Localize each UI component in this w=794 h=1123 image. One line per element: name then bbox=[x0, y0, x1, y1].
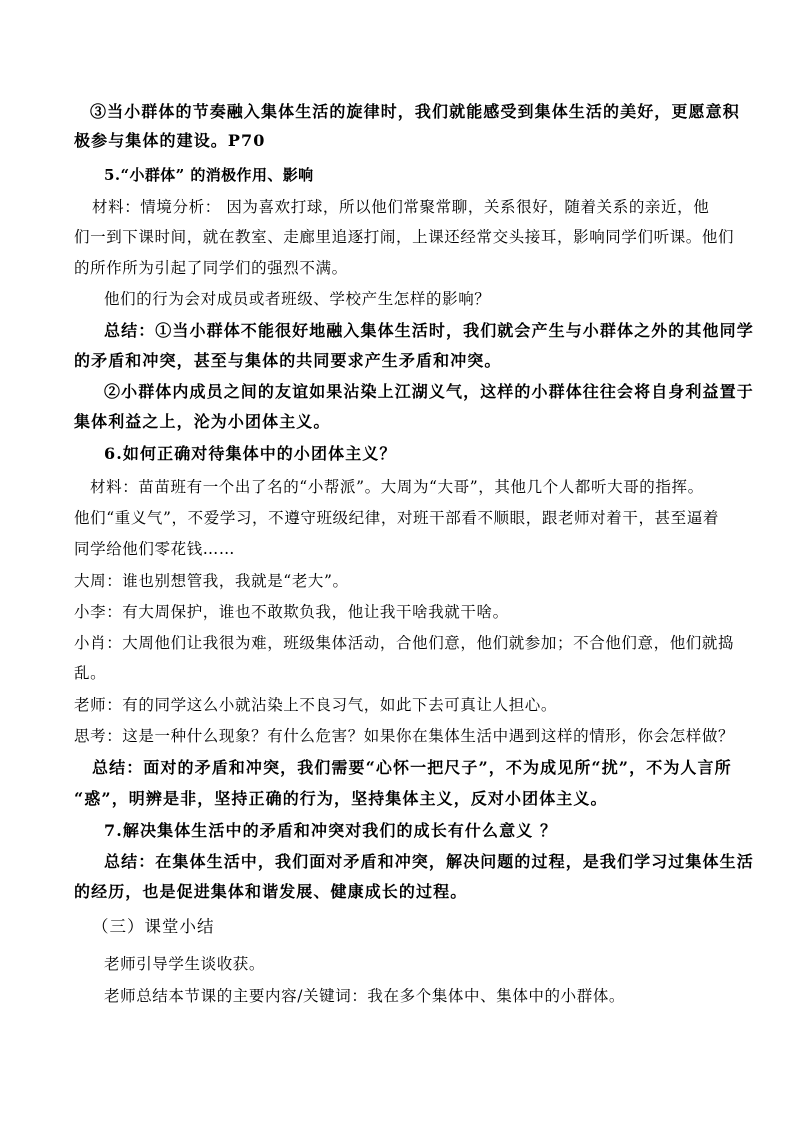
dialogue-line: 小李：有大周保护，谁也不敢欺负我，他让我干啥我就干啥。 bbox=[74, 603, 509, 621]
text-line: 们一到下课时间，就在教室、走廊里追逐打闹，上课还经常交头接耳，影响同学们听课。他们 bbox=[74, 228, 734, 246]
text-line: 材料：苗苗班有一个出了名的“小帮派”。大周为“大哥”，其他几个人都听大哥的指挥。 bbox=[90, 478, 704, 496]
text-line: 材料：情境分析： 因为喜欢打球，所以他们常聚常聊，关系很好，随着关系的亲近，他 bbox=[92, 198, 710, 216]
text-line: ③当小群体的节奏融入集体生活的旋律时，我们就能感受到集体生活的美好，更愿意积 bbox=[90, 102, 740, 121]
text-line: 总结：面对的矛盾和冲突，我们需要“心怀一把尺子”，不为成见所“扰”，不为人言所 bbox=[92, 758, 732, 777]
section-title: （三）课堂小结 bbox=[92, 917, 215, 936]
text-line: 的所作所为引起了同学们的强烈不满。 bbox=[74, 259, 348, 277]
text-line: 集体利益之上，沦为小团体主义。 bbox=[74, 412, 331, 431]
text-line: 思考：这是一种什么现象？有什么危害？如果你在集体生活中遇到这样的情形，你会怎样做？ bbox=[74, 727, 734, 745]
dialogue-line: 老师：有的同学这么小就沾染上不良习气，如此下去可真让人担心。 bbox=[74, 696, 558, 714]
dialogue-line: 大周：谁也别想管我，我就是“老大”。 bbox=[74, 572, 349, 590]
text-line: 的经历，也是促进集体和谐发展、健康成长的过程。 bbox=[74, 882, 468, 901]
section-heading: 5.“小群体” 的消极作用、影响 bbox=[104, 166, 314, 184]
text-line: ②小群体内成员之间的友谊如果沾染上江湖义气，这样的小群体往往会将自身利益置于 bbox=[104, 382, 754, 401]
dialogue-line: 乱。 bbox=[74, 664, 107, 682]
text-line: 同学给他们零花钱…… bbox=[74, 540, 236, 558]
text-line: “惑”，明辨是非，坚持正确的行为，坚持集体主义，反对小团体主义。 bbox=[74, 789, 608, 808]
text-line: 总结：在集体生活中，我们面对矛盾和冲突，解决问题的过程，是我们学习过集体生活 bbox=[104, 852, 754, 871]
section-heading: 6.如何正确对待集体中的小团体主义？ bbox=[104, 444, 397, 463]
text-line: 老师引导学生谈收获。 bbox=[104, 955, 266, 973]
section-heading: 7.解决集体生活中的矛盾和冲突对我们的成长有什么意义 ？ bbox=[104, 821, 558, 840]
text-line: 的矛盾和冲突，甚至与集体的共同要求产生矛盾和冲突。 bbox=[74, 351, 502, 370]
text-line: 他们的行为会对成员或者班级、学校产生怎样的影响？ bbox=[104, 290, 491, 308]
text-line: 老师总结本节课的主要内容/关键词：我在多个集体中、集体中的小群体。 bbox=[104, 987, 626, 1005]
text-line: 总结：①当小群体不能很好地融入集体生活时，我们就会产生与小群体之外的其他同学 bbox=[104, 321, 754, 340]
text-line: 极参与集体的建设。P70 bbox=[74, 131, 266, 150]
dialogue-line: 小肖：大周他们让我很为难，班级集体活动，合他们意，他们就参加；不合他们意，他们就捣 bbox=[74, 634, 734, 652]
text-line: 他们“重义气”，不爱学习，不遵守班级纪律，对班干部看不顺眼，跟老师对着干，甚至逼着 bbox=[74, 509, 719, 527]
